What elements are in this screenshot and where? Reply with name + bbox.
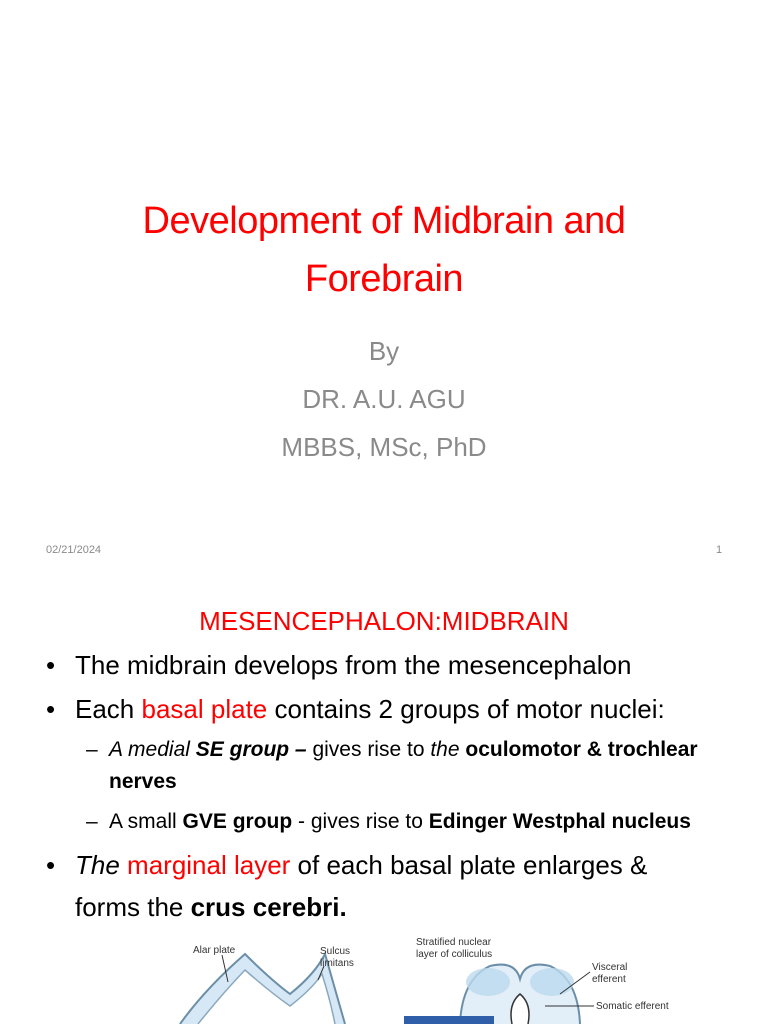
sub1-d: the — [430, 738, 460, 761]
author-degrees: MBBS, MSc, PhD — [281, 432, 487, 462]
bullet-2-post: contains 2 groups of motor nuclei: — [267, 694, 665, 724]
sub1-a: A medial — [109, 738, 196, 761]
bullet-3-c: of each basal plate enlarges & — [290, 850, 648, 880]
bullet-3-the: The — [75, 850, 120, 880]
sub-bullet-2-text — [109, 810, 691, 834]
stratified-label-2: layer of colliculus — [416, 949, 493, 960]
bullet-dot: • — [46, 694, 56, 724]
title-line-1: Development of Midbrain and — [142, 200, 626, 242]
sub-bullet-dash: – — [86, 738, 98, 761]
bullet-2-pre: Each — [75, 694, 142, 724]
oculomotor-trochlear: oculomotor & trochlear — [459, 738, 698, 761]
bullet-3-cont-text — [75, 892, 347, 923]
visceral-label-1: Visceral — [592, 962, 628, 973]
slide-number: 1 — [716, 544, 723, 556]
sub2-a: A small — [109, 810, 183, 833]
bullet-dot: • — [46, 850, 56, 880]
somatic-label: Somatic efferent — [596, 1001, 669, 1012]
gve-group: GVE group — [182, 810, 293, 833]
slide-heading: MESENCEPHALON:MIDBRAIN — [199, 606, 569, 636]
limitans-label: limitans — [320, 958, 354, 969]
colliculus-layer-right — [530, 968, 574, 996]
stratified-label-1: Stratified nuclear — [416, 937, 492, 948]
alar-plate-label: Alar plate — [193, 945, 236, 956]
midbrain-diagram — [0, 934, 768, 1024]
blue-label-box — [404, 1016, 494, 1024]
right-figure — [404, 937, 669, 1024]
marginal-layer-highlight: marginal layer — [119, 850, 291, 880]
slide-title — [0, 192, 768, 308]
bullet-2-text — [75, 694, 665, 725]
nerves-word: nerves — [109, 770, 177, 793]
sub1-c: gives rise to — [306, 738, 431, 761]
bullet-3-d: forms the — [75, 892, 191, 922]
visceral-label-2: efferent — [592, 974, 626, 985]
sub-bullet-dash: – — [86, 810, 98, 833]
bullet-1-text: The midbrain develops from the mesencephalon — [75, 650, 632, 680]
edinger-westphal: Edinger Westphal nucleus — [428, 810, 691, 833]
sub-bullet-1-text — [109, 738, 698, 762]
sulcus-label: Sulcus — [320, 946, 351, 957]
bullet-dot: • — [46, 650, 56, 680]
sub2-c: - gives rise to — [292, 810, 429, 833]
title-line-2: Forebrain — [304, 258, 464, 300]
se-group: SE group – — [195, 738, 307, 761]
author-name: DR. A.U. AGU — [302, 384, 466, 414]
basal-plate-highlight: basal plate — [141, 694, 268, 724]
slide-2 — [0, 576, 768, 1024]
crus-cerebri: crus cerebri. — [190, 892, 347, 922]
by-label: By — [368, 336, 400, 366]
left-figure — [180, 945, 354, 1024]
colliculus-layer-left — [466, 968, 510, 996]
bullet-3-text — [75, 850, 647, 881]
slide-date: 02/21/2024 — [46, 544, 102, 556]
